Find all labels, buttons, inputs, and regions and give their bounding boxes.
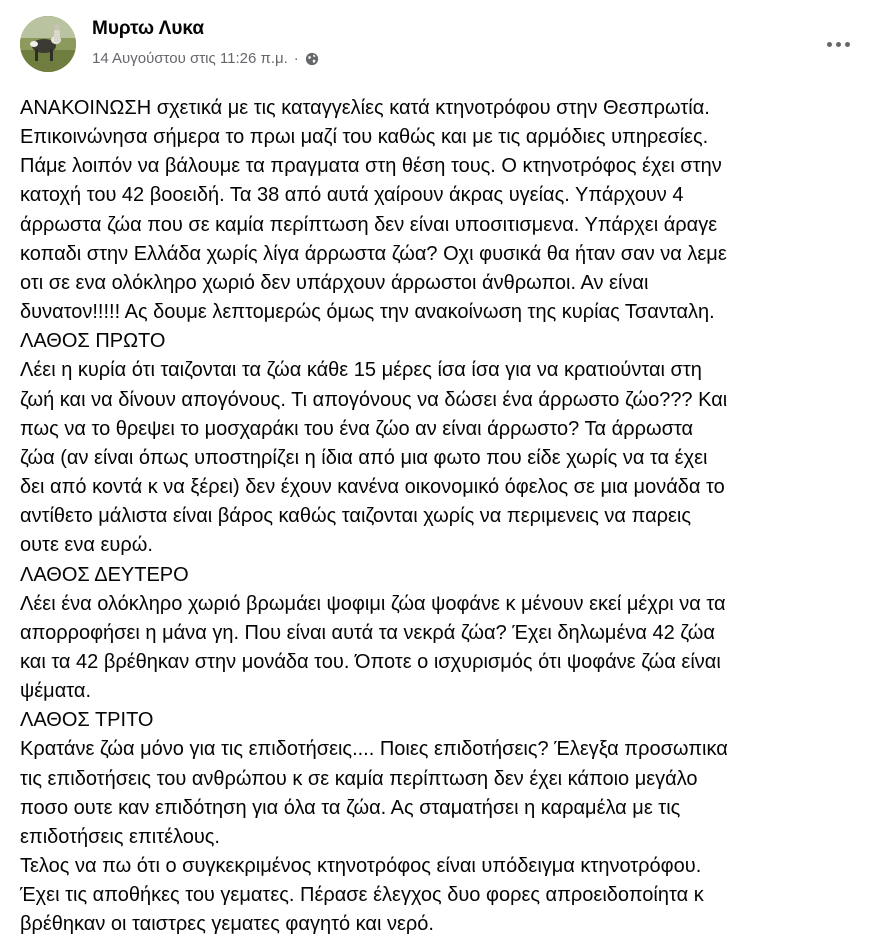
post-line: κατοχή του 42 βοοειδή. Τα 38 από αυτά χαίρουν άκρας υγείας. Υπάρχουν 4 [20, 184, 684, 207]
post-line: Επικοινώνησα σήμερα το πρωι μαζί του καθώς και με τις αρμόδιες υπηρεσίες. [20, 126, 709, 149]
post-header [20, 14, 860, 74]
post-line: Κρατάνε ζώα μόνο για τις επιδοτήσεις.... Ποιες επιδοτήσεις? Έλεγξα προσωπικα [20, 738, 728, 761]
post-body [20, 94, 850, 940]
post-timestamp[interactable]: 14 Αυγούστου στις 11:26 π.μ. [92, 50, 288, 67]
post-line: Έχει τις αποθήκες του γεματες. Πέρασε έλεγχος δυο φορες απροειδοποίητα κ [20, 884, 704, 907]
post-line: τις επιδοτήσεις του ανθρώπου κ σε καμία περίπτωση δεν έχει κάποιο μεγάλο [20, 767, 698, 790]
post-line: απορροφήσει η μάνα γη. Που είναι αυτά τα νεκρά ζώα? Έχει δηλωμένα 42 ζώα [20, 621, 715, 644]
more-options-icon [827, 42, 850, 47]
avatar-image [20, 16, 76, 72]
post-line: αντίθετο μάλιστα είναι βάρος καθώς ταιζονται χωρίς να περιμενεις να παρεις [20, 505, 692, 528]
post-line: ζώα (αν είναι όπως υποστηρίζει η ίδια από μια φωτο που είδε χωρίς να τα έχει [20, 446, 708, 469]
section-heading: ΛΑΘΟΣ ΔΕΥΤΕΡΟ [20, 563, 189, 586]
post-line: Τελος να πω ότι ο συγκεκριμένος κτηνοτρόφος είναι υπόδειγμα κτηνοτρόφου. [20, 855, 702, 878]
avatar[interactable] [20, 16, 76, 72]
more-options-button[interactable] [820, 26, 856, 62]
post-line: επιδοτήσεις επιτέλους. [20, 825, 220, 848]
post-line: δει από κοντά κ να ξέρει) δεν έχουν κανένα οικονομικό όφελος σε μια μονάδα το [20, 476, 725, 499]
globe-icon[interactable] [305, 52, 319, 66]
post-line: Λέει ένα ολόκληρο χωριό βρωμάει ψοφιμι ζώα ψοφάνε κ μένουν εκεί μέχρι να τα [20, 592, 726, 615]
meta-separator: · [293, 50, 299, 67]
post-line: Λέει η κυρία ότι ταιζονται τα ζώα κάθε 15 μέρες ίσα ίσα για να κρατιούνται στη [20, 359, 702, 382]
author-name[interactable]: Μυρτω Λυκα [92, 18, 205, 39]
post-line: βρέθηκαν οι ταιστρες γεματες φαγητό και νερό. [20, 913, 434, 936]
section-heading: ΛΑΘΟΣ ΠΡΩΤΟ [20, 330, 166, 353]
post-line: δυνατον!!!!! Ας δουμε λεπτομερώς όμως την ανακοίνωση της κυρίας Τσανταλη. [20, 301, 715, 324]
post-line: ψέματα. [20, 680, 91, 703]
post-line: και τα 42 βρέθηκαν στην μονάδα του. Όποτε ο ισχυρισμός ότι ψοφάνε ζώα είναι [20, 650, 721, 673]
post-line: ζωή και να δίνουν απογόνους. Τι απογόνους να δώσει ένα άρρωστο ζώο??? Και [20, 388, 728, 411]
post-line: ουτε ενα ευρώ. [20, 534, 153, 557]
post-line: οτι σε ενα ολόκληρο χωριό δεν υπάρχουν άρρωστοι άνθρωποι. Αν είναι [20, 271, 649, 294]
post-line: Πάμε λοιπόν να βάλουμε τα πραγματα στη θέση τους. Ο κτηνοτρόφος έχει στην [20, 155, 722, 178]
post-meta [92, 50, 319, 67]
post-line: ΑΝΑΚΟΙΝΩΣΗ σχετικά με τις καταγγελίες κατά κτηνοτρόφου στην Θεσπρωτία. [20, 97, 710, 119]
post-line: κοπαδι στην Ελλάδα χωρίς λίγα άρρωστα ζώα? Οχι φυσικά θα ήταν σαν να λεμε [20, 242, 727, 265]
post-line: άρρωστα ζώα που σε καμία περίπτωση δεν είναι υποσιτισμενα. Υπάρχει άραγε [20, 213, 718, 236]
post-line: πως να το θρεψει το μοσχαράκι του ένα ζώο αν είναι άρρωστο? Τα άρρωστα [20, 417, 694, 440]
post-line: ποσο ουτε καν επιδότηση για όλα τα ζώα. Ας σταματήσει η καραμέλα με τις [20, 796, 681, 819]
section-heading: ΛΑΘΟΣ ΤΡΙΤΟ [20, 709, 154, 732]
